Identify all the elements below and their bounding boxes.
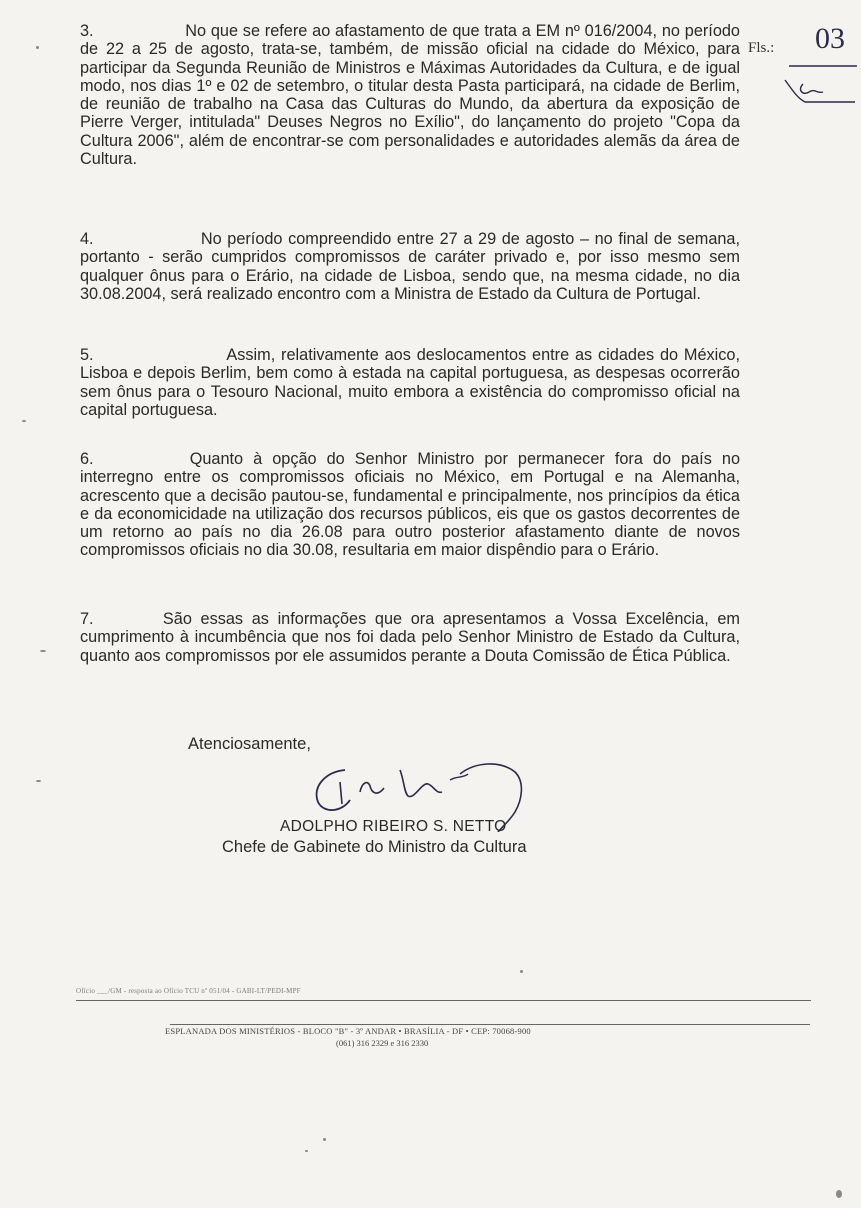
paragraph-5	[80, 346, 740, 419]
scan-speck	[36, 46, 39, 49]
signer-role: Chefe de Gabinete do Ministro da Cultura	[222, 838, 527, 856]
paragraph-text: No período compreendido entre 27 a 29 de agosto – no final de semana, portanto - serão cumpridos compromissos de caráter privado e, por isso mesmo sem qualquer ônus para o Erário, na cidade de Lisboa, sendo que, na mesma cidade, no dia 30.08.2004, será realizado encontro com a Ministra de Estado da Cultura de Portugal.	[80, 230, 741, 303]
scan-speck	[305, 1150, 308, 1152]
paragraph-text: No que se refere ao afastamento de que trata a EM nº 016/2004, no período de 22 a 25 de agosto, trata-se, também, de missão oficial na cidade do México, para participar da Segunda Reunião de Ministros e Máximas Autoridades da Cultura, e de igual modo, nos dias 1º e 02 de setembro, o titular desta Pasta participará, na cidade de Berlim, de reunião de trabalho na Casa das Culturas do Mundo, da abertura da exposição de Pierre Verger, intitulada" Deuses Negros no Exílio", do lançamento do projeto "Copa da Cultura 2006", além de encontrar-se com personalidades e autoridades alemãs da área de Cultura.	[80, 22, 740, 169]
paragraph-number: 6.	[80, 450, 94, 468]
scan-speck	[520, 970, 523, 973]
paragraph-text: Quanto à opção do Senhor Ministro por permanecer fora do país no interregno entre os compromissos oficiais no México, em Portugal e na Alemanha, acrescento que a decisão pautou-se, fundamental e principalmente, nos princípios da ética e da economicidade na utilização dos recursos públicos, eis que os gastos decorrentes de um retorno ao país no dia 26.08 para outro posterior afastamento diante de novos compromissos oficiais no dia 30.08, resultaria em maior dispêndio para o Erário.	[80, 450, 740, 560]
signer-name: ADOLPHO RIBEIRO S. NETTO	[280, 818, 507, 835]
paragraph-text: Assim, relativamente aos deslocamentos entre as cidades do México, Lisboa e depois Berlim, bem como à estada na capital portuguesa, as despesas ocorrerão sem ônus para o Tesouro Nacional, muito embora a existência do compromisso oficial na capital portuguesa.	[80, 346, 741, 419]
paragraph-number: 5.	[80, 346, 94, 364]
paragraph-number: 4.	[80, 230, 94, 248]
footer-phone: (061) 316 2329 e 316 2330	[336, 1038, 429, 1048]
scan-speck	[22, 420, 26, 422]
paragraph-text: São essas as informações que ora apresentamos a Vossa Excelência, em cumprimento à incumbência que nos foi dada pelo Senhor Ministro de Estado da Cultura, quanto aos compromissos por ele assumidos perante a Douta Comissão de Ética Pública.	[80, 610, 740, 665]
scan-speck	[40, 650, 46, 652]
footer-address: ESPLANADA DOS MINISTÉRIOS - BLOCO "B" - 3º ANDAR • BRASÍLIA - DF • CEP: 70068-900	[165, 1026, 531, 1036]
scan-speck	[836, 1190, 842, 1198]
page-stamp-label: Fls.:	[748, 40, 775, 56]
scan-speck	[323, 1138, 326, 1141]
paragraph-6	[80, 450, 740, 560]
paragraph-4	[80, 230, 740, 303]
closing-salutation: Atenciosamente,	[188, 735, 311, 753]
paragraph-number: 3.	[80, 22, 94, 40]
page-stamp-number: 03	[815, 22, 845, 55]
paragraph-number: 7.	[80, 610, 94, 628]
reference-line: Ofício ___/GM - resposta ao Ofício TCU nº 051/04 - GABI-LT/PEDI-MPF	[76, 987, 301, 995]
footer-divider	[76, 1000, 811, 1001]
paragraph-3	[80, 22, 740, 168]
paragraph-7	[80, 610, 740, 665]
scan-speck	[36, 780, 41, 782]
footer-divider	[170, 1024, 810, 1025]
